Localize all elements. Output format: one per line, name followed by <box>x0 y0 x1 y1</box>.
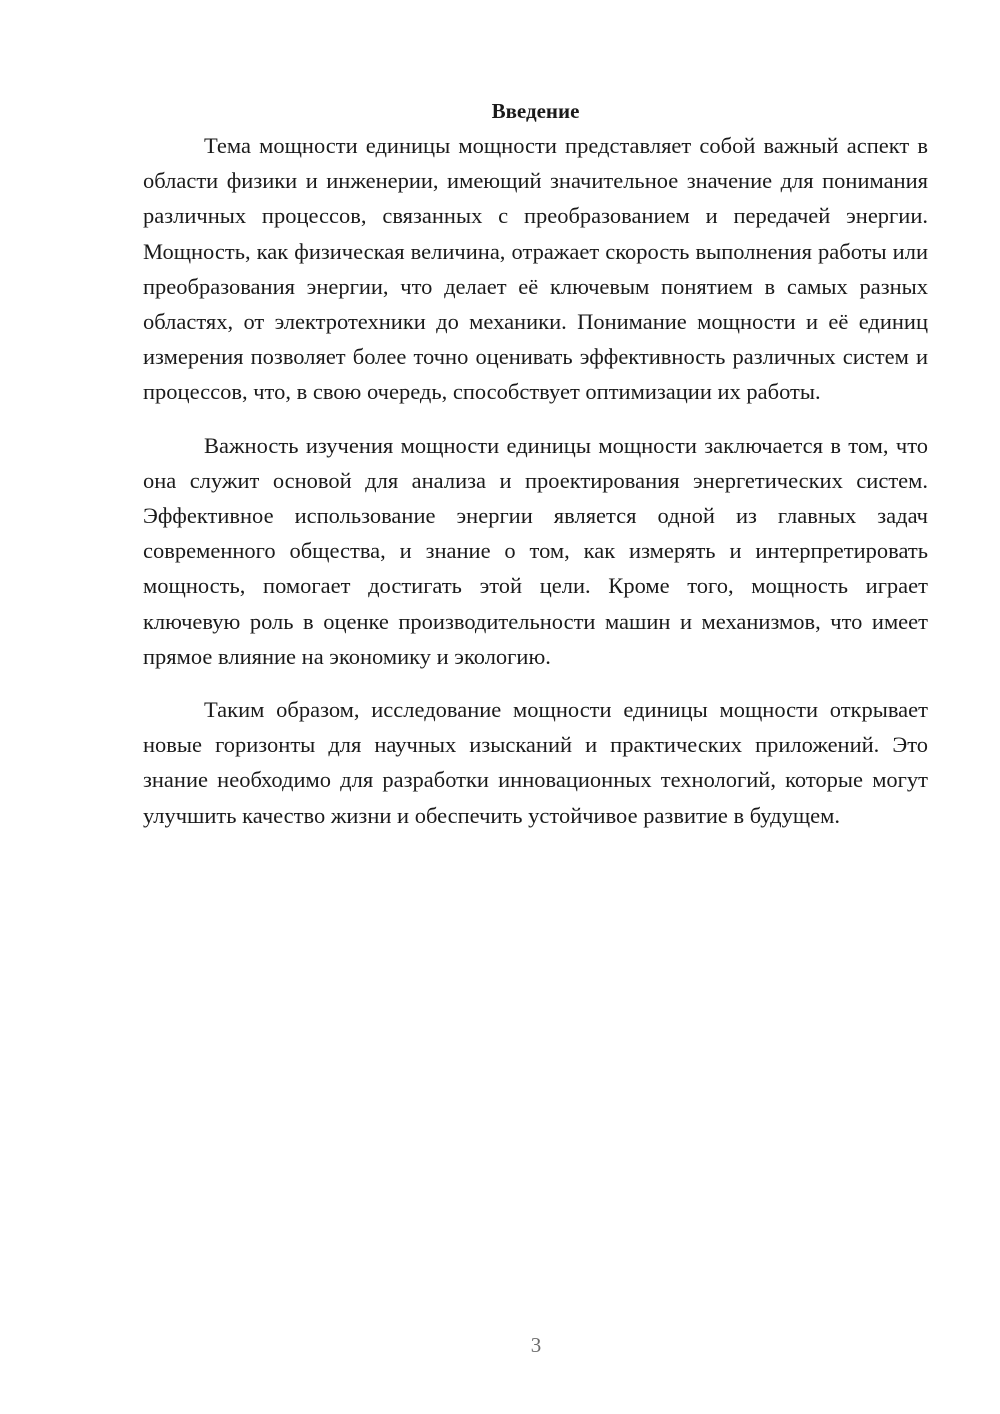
paragraph-2: Важность изучения мощности единицы мощности заключается в том, что она служит основой для анализа и проектирования энергетических систем. Эффективное использование энергии является одной из главных задач современного общества, и знание о том, как измерять и интерпретировать мощность, помогает достигать этой цели. Кроме того, мощность играет ключевую роль в оценке производительности машин и механизмов, что имеет прямое влияние на экономику и экологию. <box>143 432 928 669</box>
paragraph-3: Таким образом, исследование мощности единицы мощности открывает новые горизонты для научных изысканий и практических приложений. Это знание необходимо для разработки инновационных технологий, которые могут улучшить качество жизни и обеспечить устойчивое развитие в будущем. <box>143 697 928 828</box>
paragraph-1: Тема мощности единицы мощности представляет собой важный аспект в области физики и инженерии, имеющий значительное значение для понимания различных процессов, связанных с преобразованием и передачей энергии. Мощность, как физическая величина, отражает скорость выполнения работы или преобразования энергии, что делает её ключевым понятием в самых разных областях, от электротехники до механики. Понимание мощности и её единиц измерения позволяет более точно оценивать эффективность различных систем и процессов, что, в свою очередь, способствует оптимизации их работы. <box>143 133 928 405</box>
page-body <box>143 96 928 851</box>
page-number: 3 <box>530 1333 542 1357</box>
section-heading: Введение <box>491 99 580 123</box>
